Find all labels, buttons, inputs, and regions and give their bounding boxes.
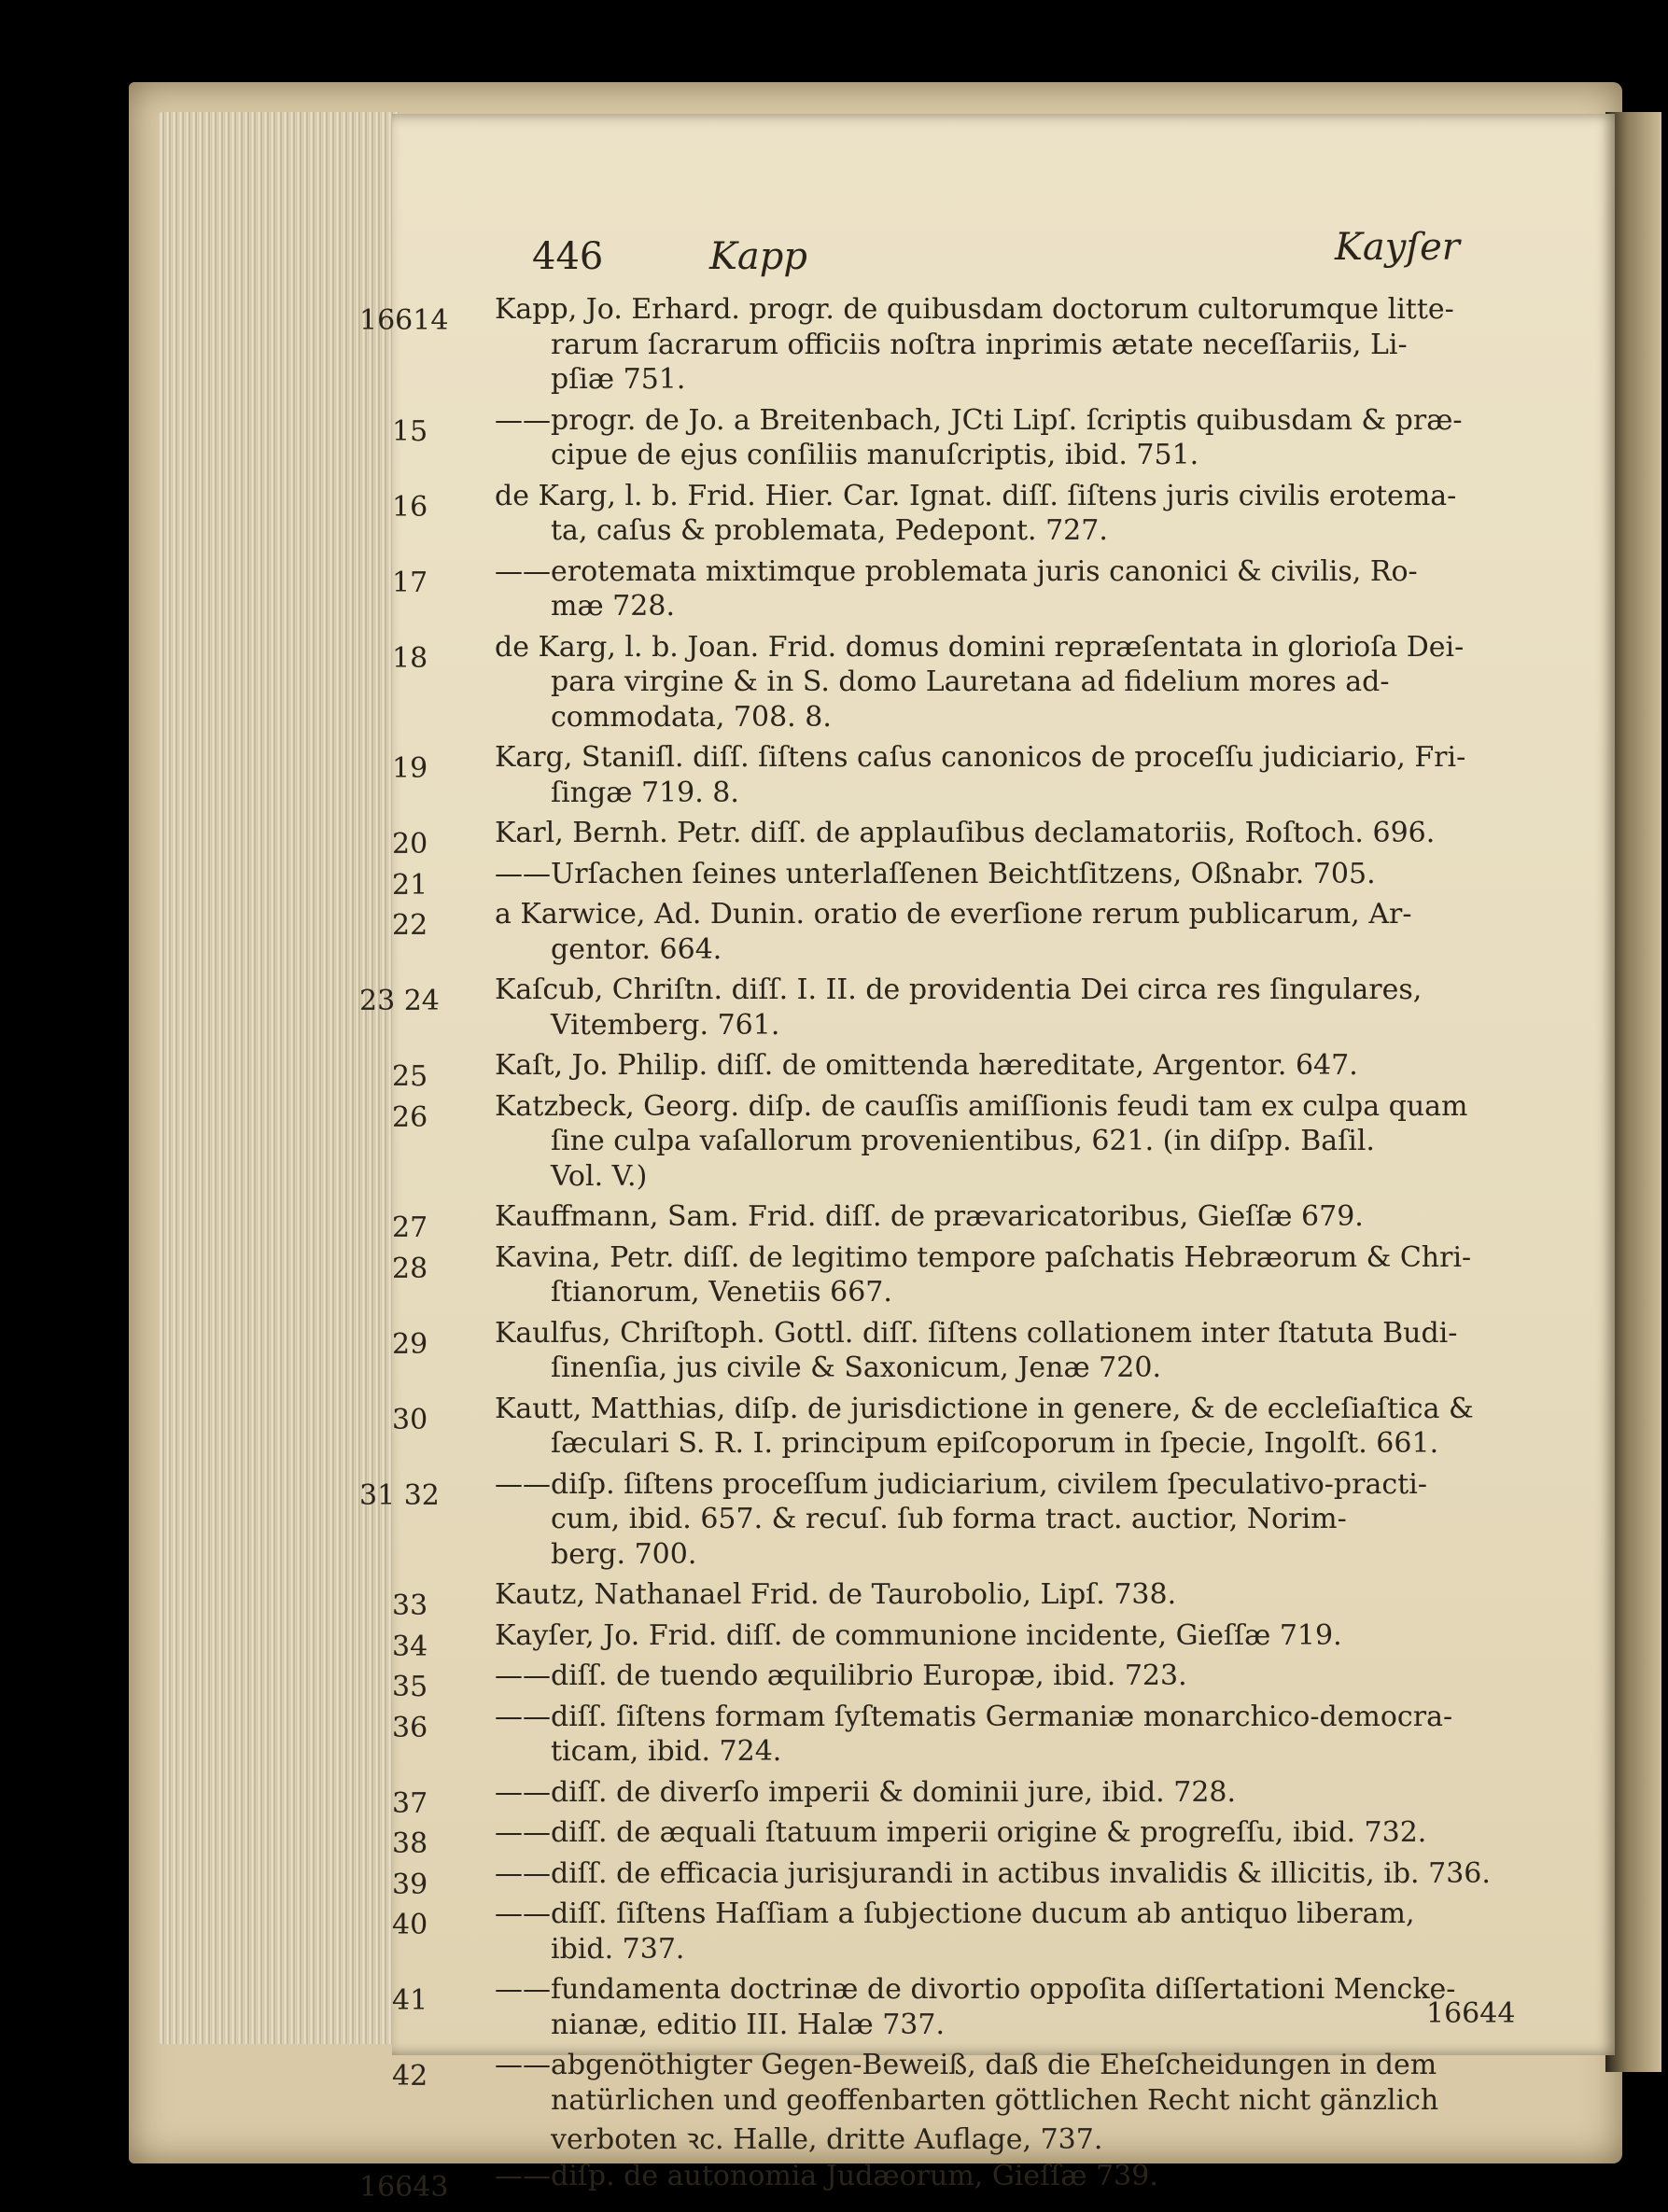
entry-number: 19 [392,752,428,785]
entry-number: 28 [392,1252,428,1285]
entry-number: 40 [392,1909,428,1941]
entry-line: ——diſſ. de efficacia jurisjurandi in actibus invalidis & illicitis, ib. 736. [495,1856,1491,1890]
entry-line: ——diſſ. de æquali ſtatuum imperii origine & progreſſu, ibid. 732. [495,1816,1427,1849]
entry-line: cum, ibid. 657. & recuſ. ſub forma tract. auctior, Norim- [551,1503,1347,1535]
entry-line: ——diſſ. ſiſtens Haſſiam a ſubjectione ducum ab antiquo liberam, [495,1897,1415,1930]
entry-line: verboten ꝛc. Halle, dritte Auflage, 737. [551,2123,1103,2156]
entry-line: gentor. 664. [551,932,722,966]
entry-line: Vol. V.) [551,1159,648,1193]
book-page [359,114,1615,2204]
entry-line: Kautt, Matthias, diſp. de jurisdictione in genere, & de eccleſiaſtica & [495,1392,1474,1425]
entry-number: 21 [392,868,428,902]
entry-number: 22 [392,909,428,942]
entry-number: 37 [392,1786,428,1820]
entry-line: Kapp, Jo. Erhard. progr. de quibusdam doctorum cultorumque litte- [495,293,1454,326]
entry-line: Kayſer, Jo. Frid. diſſ. de communione incidente, Gieſſæ 719. [495,1618,1342,1652]
entry-number: 42 [392,2060,428,2093]
entry-number: 29 [392,1327,428,1361]
entry-line: ——diſp. de autonomia Judæorum, Gieſſæ 739. [495,2159,1158,2192]
entry-line: de Karg, l. b. Frid. Hier. Car. Ignat. diſſ. ſiſtens juris civilis erotema- [495,479,1457,512]
entry-line: de Karg, l. b. Joan. Frid. domus domini repræſentata in glorioſa Dei- [495,630,1465,664]
entry-line: Kaſt, Jo. Philip. diſſ. de omittenda hæreditate, Argentor. 647. [495,1049,1358,1082]
entry-line: a Karwice, Ad. Dunin. oratio de everſione rerum publicarum, Ar- [495,898,1412,931]
entry-line: ——erotemata mixtimque problemata juris canonici & civilis, Ro- [495,554,1418,588]
entry-line: rarum ſacrarum officiis noſtra inprimis ætate neceſſariis, Li- [551,328,1408,361]
entry-number: 30 [392,1403,428,1436]
entry-number: 16643 [359,2170,449,2204]
entry-line: Karg, Staniſl. diſſ. ſiſtens caſus canonicos de proceſſu judiciario, Fri- [495,741,1466,774]
entry-line: cipue de ejus conſiliis manuſcriptis, ibid. 751. [551,439,1199,471]
entry-line: ——abgenöthigter Gegen-Beweiß, daß die Eheſcheidungen in dem [495,2049,1437,2081]
entry-line: ——progr. de Jo. a Breitenbach, JCti Lipſ. ſcriptis quibusdam & præ- [495,403,1463,437]
entry-number: 26 [392,1100,428,1134]
entry-number: 27 [392,1211,428,1244]
entry-line: ta, caſus & problemata, Pedepont. 727. [551,514,1108,547]
entry-line: natürlichen und geoffenbarten göttlichen Recht nicht gänzlich [551,2083,1439,2117]
entry-line: ticam, ibid. 724. [551,1735,782,1768]
entry-line: nianæ, editio III. Halæ 737. [551,2008,945,2041]
entry-line: Vitemberg. 761. [551,1008,780,1042]
entry-number: 25 [392,1060,428,1093]
entry-number: 16614 [359,304,449,337]
entry-number: 17 [392,566,428,599]
entry-line: ——fundamenta doctrinæ de divortio oppoſita diſſertationi Mencke- [495,1973,1456,2006]
entry-number: 18 [392,641,428,675]
entry-line: ——diſſ. ſiſtens formam ſyſtematis Germaniæ monarchico-democra- [495,1700,1453,1733]
entry-number: 33 [392,1589,428,1622]
entry-line: Katzbeck, Georg. diſp. de cauſſis amiſſionis feudi tam ex culpa quam [495,1089,1468,1123]
entry-line: Kaulfus, Chriſtoph. Gottl. diſſ. ſiſtens collationem inter ſtatuta Budi- [495,1316,1458,1350]
entry-number: 20 [392,828,428,861]
entry-number: 31 32 [359,1478,440,1512]
running-head-right: Kayſer [1335,226,1460,269]
page-edges [159,112,401,2044]
entry-line: ſingæ 719. 8. [551,776,739,809]
entry-line: ibid. 737. [551,1932,685,1966]
entry-number: 15 [392,414,428,448]
entry-number: 36 [392,1711,428,1744]
entry-line: ——Urſachen ſeines unterlaſſenen Beichtſitzens, Oßnabr. 705. [495,857,1376,890]
entry-line: ſtianorum, Venetiis 667. [551,1276,892,1309]
entry-number: 41 [392,1984,428,2017]
entry-number: 35 [392,1671,428,1703]
page-number: 446 [532,235,604,278]
entry-number: 23 24 [359,985,440,1017]
entry-line: ſine culpa vaſallorum provenientibus, 621. (in diſpp. Baſil. [551,1125,1375,1157]
entry-line: ſæculari S. R. I. principum epiſcoporum in ſpecie, Ingolſt. 661. [551,1427,1439,1460]
footer-number: 16644 [1426,1997,1516,2030]
entry-line: commodata, 708. 8. [551,700,832,734]
running-head-left: Kapp [709,235,807,278]
entry-number: 39 [392,1868,428,1901]
entry-line: ——diſp. ſiſtens proceſſum judiciarium, civilem ſpeculativo-practi- [495,1467,1427,1501]
entry-line: ——diſſ. de diverſo imperii & dominii jure, ibid. 728. [495,1775,1237,1809]
entry-line: ſinenſia, jus civile & Saxonicum, Jenæ 720. [551,1351,1161,1384]
entry-line: para virgine & in S. domo Lauretana ad fidelium mores ad- [551,665,1390,698]
entry-line: Karl, Bernh. Petr. diſſ. de applauſibus declamatoriis, Roſtoch. 696. [495,817,1436,849]
entry-line: Kauffmann, Sam. Frid. diſſ. de prævaricatoribus, Gieſſæ 679. [495,1200,1364,1233]
entry-number: 38 [392,1827,428,1860]
entry-line: Kavina, Petr. diſſ. de legitimo tempore paſchatis Hebræorum & Chri- [495,1240,1472,1274]
entry-line: pſiæ 751. [551,363,686,396]
entry-line: Kautz, Nathanael Frid. de Taurobolio, Lipſ. 738. [495,1578,1177,1611]
entry-line: Kaſcub, Chriſtn. diſſ. I. II. de providentia Dei circa res ſingulares, [495,973,1423,1006]
entry-number: 16 [392,490,428,524]
entry-line: berg. 700. [551,1537,697,1571]
entry-line: ——diſſ. de tuendo æquilibrio Europæ, ibid. 723. [495,1659,1187,1692]
entry-number: 34 [392,1630,428,1663]
entry-line: mæ 728. [551,590,675,623]
